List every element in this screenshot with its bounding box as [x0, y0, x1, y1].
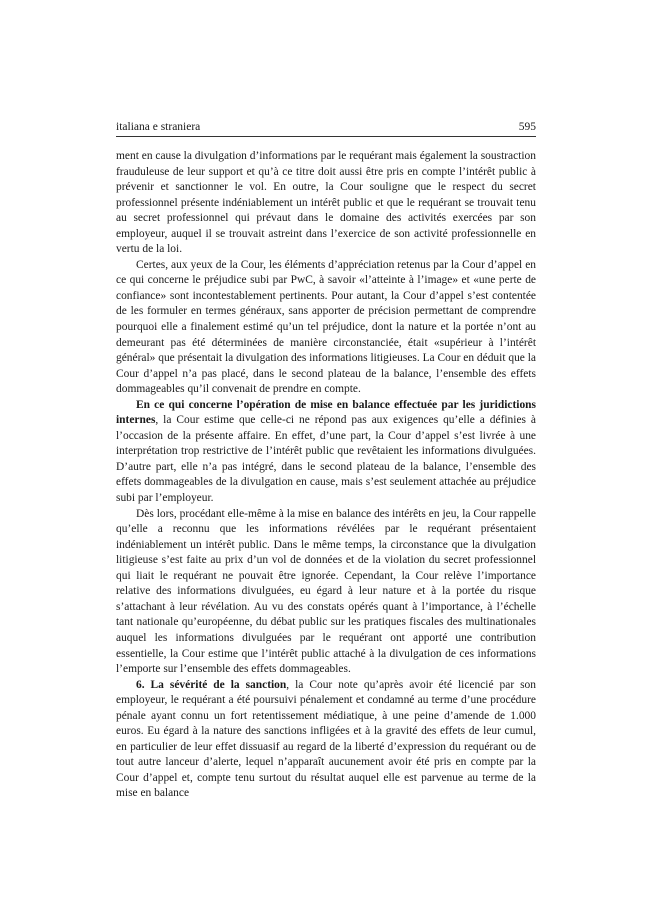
paragraph	[116, 398, 536, 507]
paragraph-lead: En ce qui concerne l’opération de mise en balance effectuée par les juridictions internes	[116, 398, 536, 427]
paragraph-continuation	[116, 149, 536, 258]
paragraph	[116, 258, 536, 398]
paragraph-text: , la Cour estime que celle-ci ne répond pas aux exigences qu’elle a définies à l’occasion de la présente affaire. En effet, d’une part, la Cour d’appel s’est livrée à une interprétation trop restrictive de l’intérêt public que revêtaient les informations divulguées. D’autre part, elle n’a pas intégré, dans le second plateau de la balance, l’ensemble des effets dommageables de la divulgation en cause, mais s’est seulement attachée au préjudice subi par l’employeur.	[116, 414, 536, 505]
page-number: 595	[518, 121, 536, 133]
paragraph-text: Certes, aux yeux de la Cour, les éléments d’appréciation retenus par la Cour d’appel en ce qui concerne le préjudice subi par PwC, à savoir «l’atteinte à l’image» et «une perte de confiance» sont incontestablement pertinents. Pour autant, la Cour d’appel s’est contentée de les formuler en termes généraux, sans apporter de précision permettant de comprendre pourquoi elle a finalement estimé qu’un tel préjudice, dont la nature et la portée n’ont au demeurant pas été déterminées de manière circonstanciée, était «supérieur à l’intérêt général» que présentait la divulgation des informations litigieuses. La Cour en déduit que la Cour d’appel n’a pas placé, dans le second plateau de la balance, l’ensemble des effets dommageables qu’il convenait de prendre en compte.	[116, 258, 536, 396]
paragraph-section-6	[116, 678, 536, 802]
running-header	[116, 119, 536, 135]
paragraph-text: , la Cour note qu’après avoir été licencié par son employeur, le requérant a été poursuivi pénalement et condamné au terme d’une procédure pénale ayant connu un fort retentissement médiatique, à une peine d’amende de 1.000 euros. Eu égard à la nature des sanctions infligées et à la gravité des effets de leur cumul, en particulier de leur effet dissuasif au regard de la liberté d’expression du requérant ou de tout autre lanceur d’alerte, lequel n’apparaît aucunement avoir été pris en compte par la Cour d’appel et, compte tenu surtout du résultat auquel elle est parvenue au terme de la mise en balance	[116, 678, 536, 800]
header-rule	[116, 136, 536, 137]
running-title: italiana e straniera	[116, 121, 201, 133]
paragraph-text: Dès lors, procédant elle-même à la mise en balance des intérêts en jeu, la Cour rappelle qu’elle a reconnu que les informations révélées par le requérant présentaient indéniablement un intérêt public. Dans le même temps, la circonstance que la divulgation litigieuse s’est faite au prix d’un vol de données et de la violation du secret professionnel qui liait le requérant ne pouvait être ignorée. Cependant, la Cour relève l’importance relative des informations divulguées, eu égard à leur nature et à la portée du risque s’attachant à leur révélation. Au vu des constats opérés quant à l’importance, à l’échelle tant nationale qu’européenne, du débat public sur les pratiques fiscales des multinationales auquel les informations divulguées par le requérant ont apporté une contribution essentielle, la Cour estime que l’intérêt public attaché à la divulgation de ces informations l’emporte sur l’ensemble des effets dommageables.	[116, 507, 536, 676]
paragraph-text: ment en cause la divulgation d’informations par le requérant mais également la soustraction frauduleuse de leur support et qu’à ce titre doit aussi être pris en compte l’intérêt public à prévenir et sanctionner le vol. En outre, la Cour souligne que le respect du secret professionnel présente indéniablement un intérêt public et que le requérant se trouvait tenu au secret professionnel qui prévaut dans le domaine des activités exercées par son employeur, auquel il se trouvait astreint dans l’exercice de son activité professionnelle en vertu de la loi.	[116, 150, 536, 256]
paragraph-lead: 6. La sévérité de la sanction	[136, 678, 287, 691]
body-text	[116, 149, 536, 802]
paragraph	[116, 507, 536, 678]
